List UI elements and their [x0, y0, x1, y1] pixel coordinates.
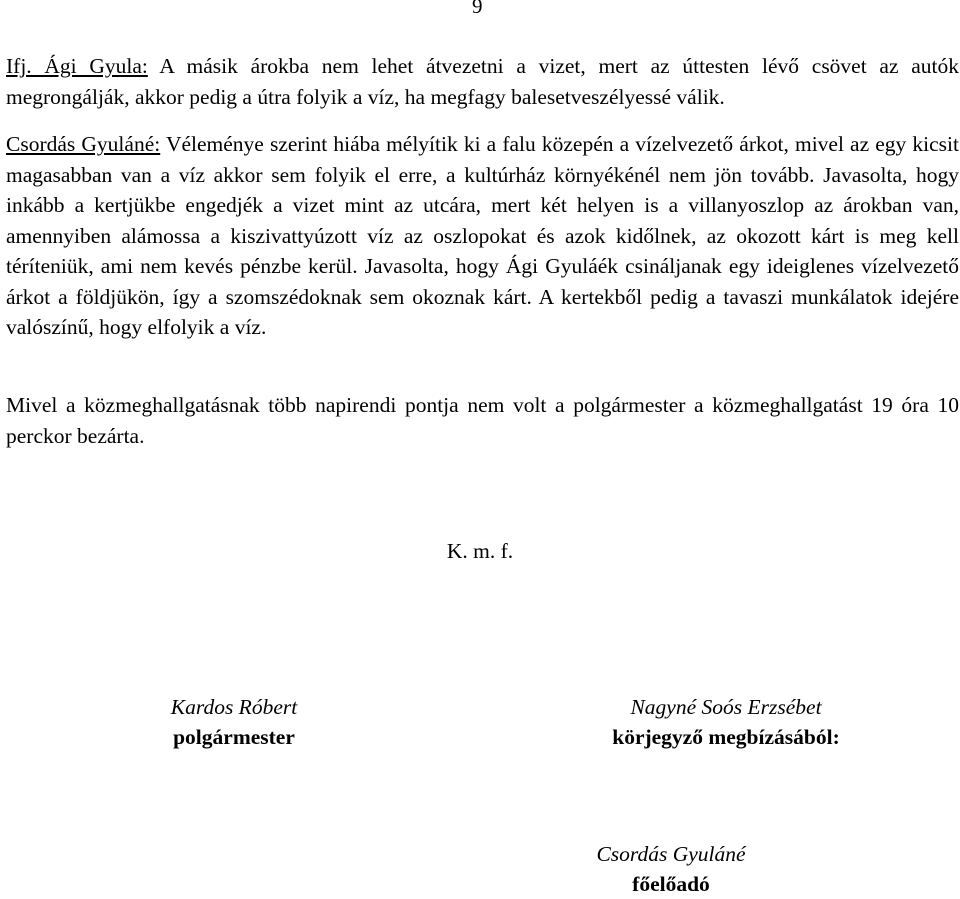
- signatory-name: Csordás Gyuláné: [596, 842, 746, 866]
- signatory-role: főelőadó: [632, 872, 710, 896]
- signatory-role: polgármester: [173, 725, 295, 749]
- signatory-name: Kardos Róbert: [170, 695, 298, 719]
- signature-officer: [556, 839, 786, 899]
- signatory-role: körjegyző megbízásából:: [612, 725, 840, 749]
- speaker-name: Csordás Gyuláné:: [6, 132, 161, 156]
- signatory-name: Nagyné Soós Erzsébet: [630, 695, 822, 719]
- signature-notary: [556, 692, 896, 752]
- paragraph-text: Mivel a közmeghallgatásnak több napirendi pontja nem volt a polgármester a közmeghallgatást 19 óra 10 perckor bezárta.: [6, 393, 959, 448]
- signature-mayor: [134, 692, 334, 752]
- paragraph-3: [6, 390, 959, 451]
- page-number: 9: [472, 0, 483, 18]
- paragraph-text: Véleménye szerint hiába mélyítik ki a falu közepén a vízelvezető árkot, mivel az egy kicsit magasabban van a víz akkor sem folyik el erre, a kultúrház környékénél nem jön tovább. Javasolta, hogy inkább a kertjükbe engedjék a vizet mint az utcára, mert két helyen is a villanyoszlop az árokban van, amennyiben alámossa a kiszivattyúzott víz az oszlopokat és azok kidőlnek, az okozott kárt is meg kell téríteniük, ami nem kevés pénzbe kerül. Javasolta, hogy Ági Gyuláék csináljanak egy ideiglenes vízelvezető árkot a földjükön, így a szomszédoknak sem okoznak kárt. A kertekből pedig a tavaszi munkálatok idejére valószínű, hogy elfolyik a víz.: [6, 132, 959, 339]
- closing-mark: K. m. f.: [446, 539, 514, 563]
- paragraph-1: [6, 51, 959, 112]
- paragraph-2: [6, 129, 959, 343]
- paragraph-text: A másik árokba nem lehet átvezetni a vizet, mert az úttesten lévő csövet az autók megrongálják, akkor pedig a útra folyik a víz, ha megfagy balesetveszélyessé válik.: [6, 54, 960, 109]
- speaker-name: Ifj. Ági Gyula:: [6, 54, 148, 78]
